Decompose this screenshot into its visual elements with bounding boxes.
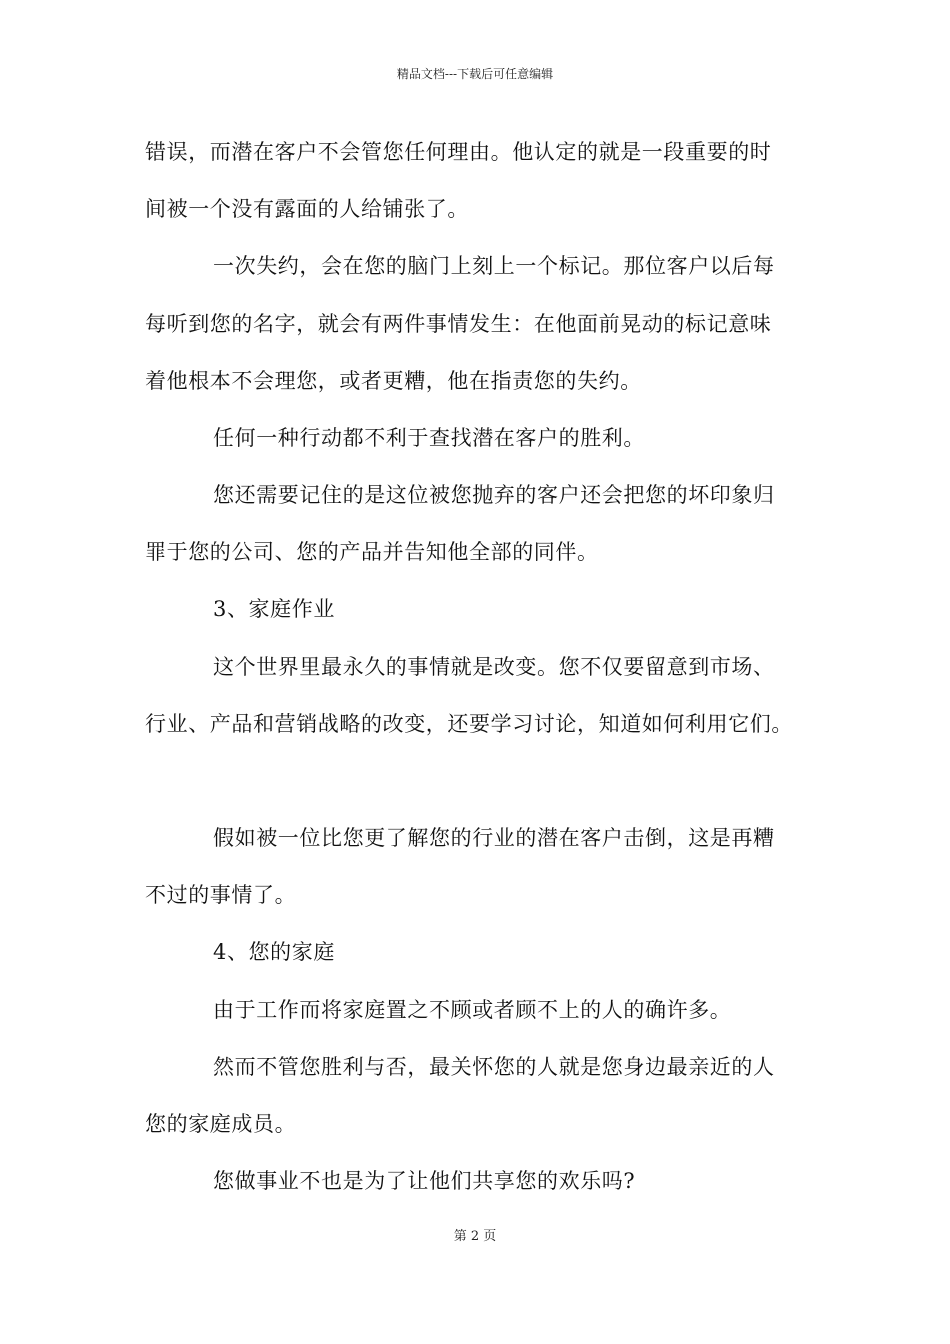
section-heading: 3、家庭作业 [213, 597, 335, 621]
body-line: 着他根本不会理您，或者更糟，他在指责您的失约。 [145, 369, 642, 393]
section-heading: 4、您的家庭 [213, 940, 335, 964]
body-line: 由于工作而将家庭置之不顾或者顾不上的人的确许多。 [213, 998, 732, 1022]
body-line: 行业、产品和营销战略的改变，还要学习讨论，知道如何利用它们。 [145, 712, 793, 736]
body-line: 间被一个没有露面的人给铺张了。 [145, 197, 469, 221]
body-line: 不过的事情了。 [145, 883, 297, 907]
body-line: 一次失约，会在您的脑门上刻上一个标记。那位客户以后每 [213, 254, 775, 278]
body-line: 您的家庭成员。 [145, 1112, 297, 1136]
body-line: 这个世界里最永久的事情就是改变。您不仅要留意到市场、 [213, 655, 775, 679]
body-line: 然而不管您胜利与否，最关怀您的人就是您身边最亲近的人 [213, 1055, 775, 1079]
body-line: 您还需要记住的是这位被您抛弃的客户还会把您的坏印象归 [213, 483, 775, 507]
body-line: 假如被一位比您更了解您的行业的潜在客户击倒，这是再糟 [213, 826, 775, 850]
body-line: 错误，而潜在客户不会管您任何理由。他认定的就是一段重要的时 [145, 140, 772, 164]
body-line: 罪于您的公司、您的产品并告知他全部的同伴。 [145, 540, 599, 564]
page-header: 精品文档---下载后可任意编辑 [396, 67, 554, 81]
body-line: 您做事业不也是为了让他们共享您的欢乐吗? [213, 1169, 636, 1193]
body-line: 每听到您的名字，就会有两件事情发生：在他面前晃动的标记意味 [145, 312, 772, 336]
body-line: 任何一种行动都不利于查找潜在客户的胜利。 [213, 426, 645, 450]
page-number: 第 2 页 [453, 1229, 497, 1244]
